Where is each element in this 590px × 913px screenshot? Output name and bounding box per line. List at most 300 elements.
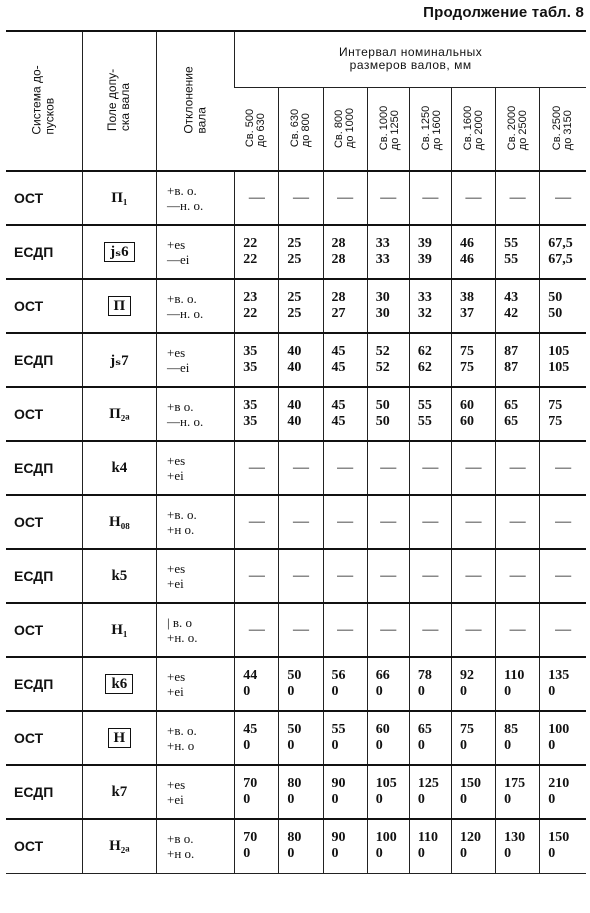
interval-header-3 (323, 87, 367, 171)
value-cell (496, 657, 540, 711)
value-lower: 87 (504, 360, 519, 375)
value-lower: 0 (375, 792, 383, 807)
value-lower: 0 (417, 846, 425, 862)
interval-label: Св. 2000 до 2500 (506, 105, 530, 150)
value-cell (323, 711, 367, 765)
field-cell (82, 603, 156, 657)
dash-mark: — (380, 459, 397, 476)
deviation-lower: +ei (167, 684, 184, 699)
value-lower: 0 (417, 792, 425, 807)
interval-header-4 (367, 87, 409, 171)
value-lower: 45 (331, 414, 346, 429)
deviation-upper: +в о. (167, 399, 194, 414)
value-lower: 0 (459, 792, 467, 807)
interval-label: Св. 630 до 800 (288, 108, 312, 147)
value-cell (540, 657, 586, 711)
value-upper: 80 (287, 776, 302, 791)
interval-header-8 (540, 87, 586, 171)
value-upper: 120 (459, 830, 481, 846)
value-lower: 0 (504, 792, 512, 807)
dash-mark: — (337, 459, 354, 476)
value-cell (540, 549, 586, 603)
value-cell (409, 279, 451, 333)
value-upper: 38 (459, 290, 474, 305)
table-row (6, 765, 586, 819)
value-cell (235, 333, 279, 387)
value-lower: 67,5 (548, 252, 573, 267)
dash-mark: — (509, 459, 526, 476)
value-cell (323, 495, 367, 549)
value-lower: 46 (459, 252, 474, 267)
value-upper: 23 (243, 290, 258, 305)
system-cell: ЕСДП (6, 441, 82, 495)
interval-header-6 (451, 87, 495, 171)
value-lower: 0 (459, 846, 467, 862)
interval-label: Св. 500 до 630 (244, 108, 268, 147)
value-upper: 100 (548, 722, 570, 737)
dash-mark: — (509, 513, 526, 530)
value-upper: 100 (375, 830, 397, 846)
system-cell: ЕСДП (6, 549, 82, 603)
value-upper: 50 (375, 398, 390, 413)
field-label: k4 (111, 459, 128, 476)
value-cell (451, 441, 495, 495)
value-upper: 75 (459, 344, 474, 359)
dash-mark: — (509, 189, 526, 206)
value-lower: 35 (243, 414, 258, 429)
value-lower: 55 (504, 252, 519, 267)
value-upper: 45 (331, 344, 346, 359)
value-upper: 40 (287, 398, 302, 413)
value-upper: 90 (331, 776, 346, 791)
system-cell: ОСТ (6, 279, 82, 333)
deviation-cell (157, 603, 235, 657)
table-row (6, 495, 586, 549)
table-row (6, 441, 586, 495)
value-lower: 45 (331, 360, 346, 375)
field-label: Н (108, 728, 132, 748)
value-upper: 87 (504, 344, 519, 359)
header-field-label: Поле допу- ска вала (105, 68, 133, 132)
value-cell (235, 441, 279, 495)
deviation-upper: +es (167, 453, 186, 468)
system-cell: ЕСДП (6, 333, 82, 387)
value-cell (323, 657, 367, 711)
field-label: П (108, 296, 132, 316)
interval-label: Св. 1600 до 2000 (462, 105, 486, 150)
value-upper: 75 (459, 722, 474, 737)
value-lower: 0 (548, 846, 556, 862)
value-lower: 40 (287, 360, 302, 375)
value-lower: 62 (417, 360, 432, 375)
value-cell (540, 441, 586, 495)
dash-mark: — (337, 621, 354, 638)
value-cell (451, 819, 495, 873)
value-cell (409, 603, 451, 657)
value-cell (409, 495, 451, 549)
value-upper: 65 (417, 722, 432, 737)
header-system (6, 31, 82, 171)
value-upper: 65 (504, 398, 519, 413)
value-lower: 0 (331, 846, 339, 862)
dash-mark: — (509, 567, 526, 584)
system-cell: ЕСДП (6, 225, 82, 279)
value-upper: 44 (243, 668, 258, 683)
value-cell (235, 171, 279, 225)
deviation-lower: —ei (167, 360, 190, 375)
field-label: Н₁ (111, 621, 128, 638)
value-lower: 0 (287, 684, 295, 699)
table-row (6, 171, 586, 225)
value-cell (367, 225, 409, 279)
value-upper: 78 (417, 668, 432, 683)
dash-mark: — (422, 621, 439, 638)
value-cell (235, 225, 279, 279)
value-upper: 50 (287, 668, 302, 683)
value-upper: 105 (375, 776, 397, 791)
dash-mark: — (337, 513, 354, 530)
value-cell (409, 765, 451, 819)
value-upper: 70 (243, 776, 258, 791)
system-cell: ОСТ (6, 819, 82, 873)
value-cell (451, 765, 495, 819)
value-cell (409, 657, 451, 711)
field-cell (82, 495, 156, 549)
interval-header-1 (235, 87, 279, 171)
dash-mark: — (380, 621, 397, 638)
value-upper: 55 (417, 398, 432, 413)
dash-mark: — (248, 459, 265, 476)
field-label: k6 (105, 674, 133, 694)
value-lower: 0 (548, 684, 556, 699)
value-lower: 0 (331, 684, 339, 699)
value-cell (367, 765, 409, 819)
dash-mark: — (422, 567, 439, 584)
value-lower: 105 (548, 360, 570, 375)
value-cell (367, 333, 409, 387)
field-cell (82, 711, 156, 765)
value-lower: 28 (331, 252, 346, 267)
value-lower: 0 (548, 738, 556, 753)
value-upper: 22 (243, 236, 258, 251)
dash-mark: — (292, 513, 309, 530)
value-upper: 52 (375, 344, 390, 359)
dash-mark: — (509, 621, 526, 638)
value-upper: 33 (375, 236, 390, 251)
value-lower: 0 (331, 738, 339, 753)
value-cell (323, 441, 367, 495)
value-lower: 0 (375, 684, 383, 699)
value-upper: 150 (459, 776, 481, 791)
dash-mark: — (422, 513, 439, 530)
value-cell (367, 171, 409, 225)
deviation-upper: +es (167, 345, 186, 360)
field-cell (82, 819, 156, 873)
value-lower: 50 (375, 414, 390, 429)
deviation-cell (157, 387, 235, 441)
deviation-cell (157, 495, 235, 549)
value-upper: 30 (375, 290, 390, 305)
value-upper: 45 (331, 398, 346, 413)
deviation-upper: +в. о. (167, 723, 197, 738)
value-cell (409, 171, 451, 225)
field-label: П₂ₐ (109, 405, 130, 422)
value-cell (496, 495, 540, 549)
value-cell (409, 225, 451, 279)
value-upper: 125 (417, 776, 439, 791)
value-lower: 0 (331, 792, 339, 807)
header-deviation-label: Отклонение вала (181, 66, 209, 134)
value-cell (279, 225, 323, 279)
dash-mark: — (380, 567, 397, 584)
deviation-lower: +н. о. (167, 630, 198, 645)
value-upper: 50 (287, 722, 302, 737)
value-lower: 27 (331, 306, 346, 321)
deviation-cell (157, 441, 235, 495)
dash-mark: — (248, 567, 265, 584)
value-cell (279, 441, 323, 495)
value-lower: 0 (287, 792, 295, 807)
value-lower: 0 (417, 684, 425, 699)
value-upper: 70 (243, 830, 258, 846)
value-cell (235, 819, 279, 873)
dash-mark: — (555, 189, 572, 206)
value-lower: 0 (287, 846, 295, 862)
field-label: k5 (111, 567, 128, 584)
dash-mark: — (422, 459, 439, 476)
value-upper: 130 (504, 830, 526, 846)
dash-mark: — (465, 621, 482, 638)
value-upper: 60 (459, 398, 474, 413)
table-row (6, 711, 586, 765)
value-upper: 33 (417, 290, 432, 305)
value-cell (451, 549, 495, 603)
value-cell (409, 711, 451, 765)
value-cell (323, 333, 367, 387)
value-cell (279, 495, 323, 549)
value-cell (367, 819, 409, 873)
dash-mark: — (248, 189, 265, 206)
value-cell (496, 441, 540, 495)
value-upper: 60 (375, 722, 390, 737)
deviation-lower: +ei (167, 792, 184, 807)
value-cell (451, 657, 495, 711)
value-cell (235, 387, 279, 441)
deviation-upper: +в о. (167, 831, 194, 847)
value-lower: 35 (243, 360, 258, 375)
table-body (6, 171, 586, 873)
value-upper: 28 (331, 290, 346, 305)
value-upper: 175 (504, 776, 526, 791)
dash-mark: — (292, 189, 309, 206)
value-lower: 60 (459, 414, 474, 429)
value-upper: 35 (243, 344, 258, 359)
value-cell (279, 657, 323, 711)
field-cell (82, 171, 156, 225)
field-label: k7 (111, 783, 128, 800)
deviation-lower: —н. о. (167, 198, 204, 213)
value-cell (367, 549, 409, 603)
interval-label: Св. 800 до 1000 (333, 107, 357, 148)
value-cell (279, 603, 323, 657)
value-cell (540, 711, 586, 765)
value-lower: 65 (504, 414, 519, 429)
value-lower: 55 (417, 414, 432, 429)
dash-mark: — (555, 513, 572, 530)
dash-mark: — (337, 189, 354, 206)
value-cell (409, 387, 451, 441)
field-label: jₛ7 (110, 352, 129, 369)
value-upper: 55 (331, 722, 346, 737)
interval-header-2 (279, 87, 323, 171)
value-cell (323, 387, 367, 441)
dash-mark: — (292, 621, 309, 638)
deviation-lower: +н. о (167, 738, 195, 753)
header-interval-title: Интервал номинальных размеров валов, мм (338, 45, 483, 73)
value-upper: 46 (459, 236, 474, 251)
deviation-upper: | в. о (167, 615, 192, 630)
value-cell (279, 279, 323, 333)
value-cell (235, 549, 279, 603)
value-cell (451, 603, 495, 657)
header-field (82, 31, 156, 171)
value-lower: 0 (504, 738, 512, 753)
value-lower: 37 (459, 306, 474, 321)
value-cell (540, 171, 586, 225)
dash-mark: — (555, 621, 572, 638)
value-cell (279, 765, 323, 819)
value-lower: 50 (548, 306, 563, 321)
table-row (6, 279, 586, 333)
dash-mark: — (380, 189, 397, 206)
value-lower: 0 (375, 846, 383, 862)
value-cell (451, 171, 495, 225)
value-cell (496, 333, 540, 387)
value-cell (367, 657, 409, 711)
field-cell (82, 657, 156, 711)
value-lower: 25 (287, 306, 302, 321)
value-lower: 75 (548, 414, 563, 429)
value-cell (235, 765, 279, 819)
value-upper: 135 (548, 668, 570, 683)
table-row (6, 657, 586, 711)
deviation-upper: +es (167, 777, 186, 792)
deviation-cell (157, 549, 235, 603)
value-cell (540, 603, 586, 657)
tolerance-table (6, 30, 586, 874)
value-cell (279, 819, 323, 873)
table-row (6, 819, 586, 873)
deviation-lower: —н. о. (167, 306, 204, 321)
deviation-cell (157, 333, 235, 387)
value-lower: 0 (375, 738, 383, 753)
value-upper: 39 (417, 236, 432, 251)
system-cell: ОСТ (6, 711, 82, 765)
value-upper: 92 (459, 668, 474, 683)
field-cell (82, 225, 156, 279)
value-cell (540, 333, 586, 387)
value-cell (451, 387, 495, 441)
deviation-cell (157, 171, 235, 225)
deviation-cell (157, 819, 235, 873)
value-lower: 40 (287, 414, 302, 429)
field-cell (82, 441, 156, 495)
value-upper: 80 (287, 830, 302, 846)
value-upper: 210 (548, 776, 570, 791)
value-upper: 150 (548, 830, 570, 846)
value-cell (540, 279, 586, 333)
table-row (6, 603, 586, 657)
value-cell (409, 819, 451, 873)
deviation-cell (157, 657, 235, 711)
system-cell: ОСТ (6, 495, 82, 549)
deviation-upper: +в. о. (167, 183, 197, 198)
value-cell (279, 387, 323, 441)
value-cell (451, 279, 495, 333)
table-row (6, 333, 586, 387)
value-cell (540, 819, 586, 873)
value-upper: 110 (504, 668, 525, 683)
field-label: Н₂ₐ (109, 837, 130, 854)
value-cell (323, 279, 367, 333)
value-lower: 33 (375, 252, 390, 267)
value-upper: 55 (504, 236, 519, 251)
dash-mark: — (555, 459, 572, 476)
field-cell (82, 279, 156, 333)
field-cell (82, 765, 156, 819)
value-lower: 0 (504, 684, 512, 699)
value-lower: 0 (459, 738, 467, 753)
value-upper: 45 (243, 722, 258, 737)
interval-label: Св. 1000 до 1250 (377, 105, 401, 150)
value-cell (496, 711, 540, 765)
deviation-upper: +es (167, 237, 186, 252)
deviation-lower: +ei (167, 468, 184, 483)
value-upper: 40 (287, 344, 302, 359)
value-cell (451, 225, 495, 279)
value-cell (367, 279, 409, 333)
deviation-lower: —н. о. (167, 414, 204, 429)
value-cell (496, 603, 540, 657)
value-cell (409, 549, 451, 603)
value-upper: 50 (548, 290, 563, 305)
dash-mark: — (248, 621, 265, 638)
system-cell: ОСТ (6, 171, 82, 225)
deviation-upper: +es (167, 561, 186, 576)
interval-label: Св. 1250 до 1600 (420, 105, 444, 150)
value-cell (235, 603, 279, 657)
deviation-lower: +н о. (167, 846, 195, 862)
value-cell (323, 765, 367, 819)
deviation-lower: —ei (167, 252, 190, 267)
value-cell (235, 711, 279, 765)
value-lower: 22 (243, 306, 258, 321)
value-cell (235, 279, 279, 333)
dash-mark: — (465, 189, 482, 206)
value-lower: 0 (417, 738, 425, 753)
field-label: П₁ (111, 189, 128, 206)
value-cell (235, 495, 279, 549)
value-cell (540, 387, 586, 441)
value-lower: 30 (375, 306, 390, 321)
field-label: jₛ6 (104, 242, 134, 262)
value-upper: 105 (548, 344, 570, 359)
value-cell (367, 441, 409, 495)
deviation-lower: +ei (167, 576, 184, 591)
value-cell (496, 171, 540, 225)
dash-mark: — (465, 513, 482, 530)
value-cell (496, 279, 540, 333)
